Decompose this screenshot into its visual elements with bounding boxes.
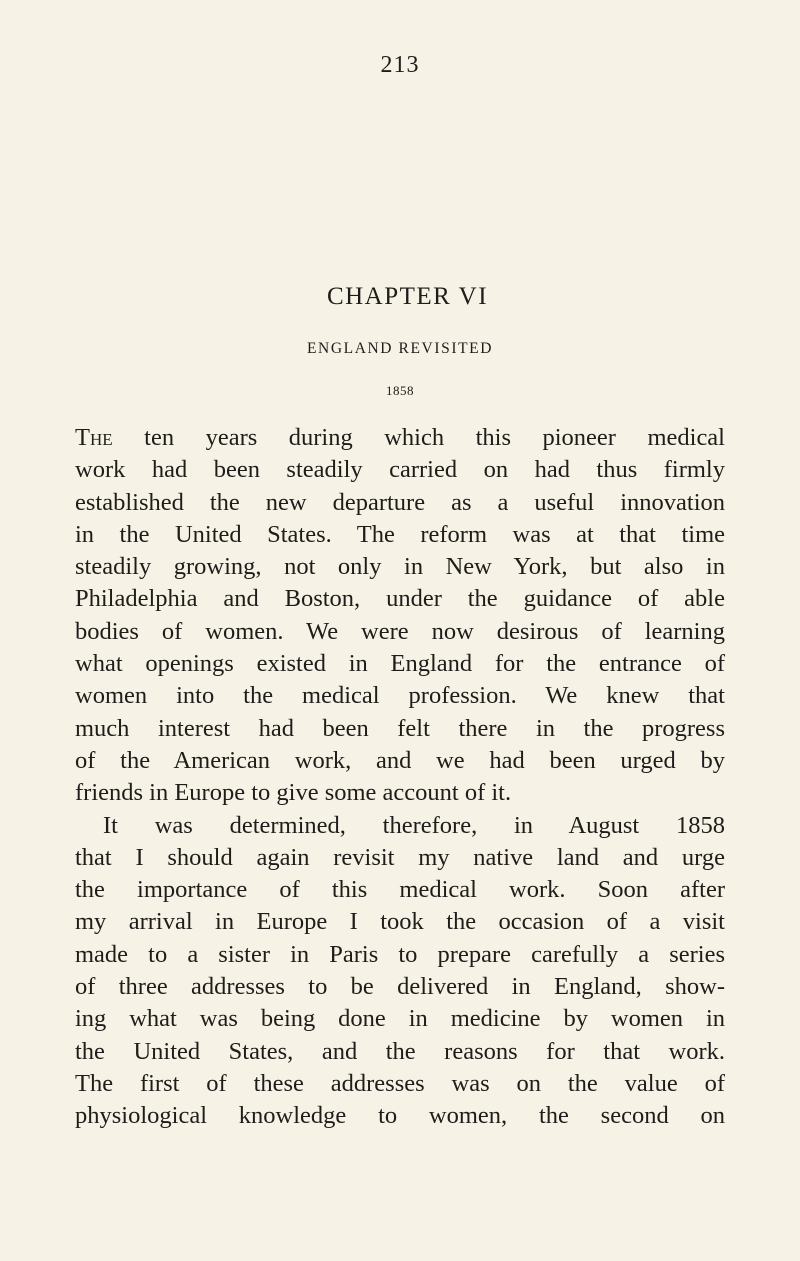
text-line: Philadelphia and Boston, under the guidance of able — [75, 585, 725, 613]
text-line-content: ten years during which this pioneer medical — [112, 424, 725, 451]
body-text — [75, 422, 725, 1133]
text-line: my arrival in Europe I took the occasion of a visit — [75, 908, 725, 936]
text-line: steadily growing, not only in New York, but also in — [75, 553, 725, 581]
text-line: the importance of this medical work. Soon after — [75, 876, 725, 904]
text-line: of three addresses to be delivered in England, show- — [75, 973, 725, 1001]
text-line: made to a sister in Paris to prepare carefully a series — [75, 940, 725, 968]
chapter-year: 1858 — [386, 383, 414, 398]
text-line: friends in Europe to give some account of it. — [75, 779, 512, 807]
chapter-title: CHAPTER VI — [326, 283, 489, 310]
chapter-subtitle: ENGLAND REVISITED — [306, 340, 494, 357]
text-line: established the new departure as a useful innovation — [75, 488, 725, 516]
text-line: It was determined, therefore, in August 1858 — [103, 811, 725, 839]
text-line: much interest had been felt there in the progress — [75, 714, 725, 742]
text-line: physiological knowledge to women, the second on — [75, 1102, 725, 1130]
text-line: in the United States. The reform was at that time — [75, 520, 725, 548]
text-line: the United States, and the reasons for that work. — [75, 1037, 725, 1065]
text-line: what openings existed in England for the entrance of — [75, 650, 725, 678]
text-line: work had been steadily carried on had thus firmly — [75, 456, 725, 484]
text-line: women into the medical profession. We knew that — [75, 682, 725, 710]
page-number: 213 — [380, 52, 420, 78]
text-line — [75, 422, 725, 454]
opening-word: The — [75, 424, 113, 451]
text-line: of the American work, and we had been urged by — [75, 746, 725, 774]
text-line: bodies of women. We were now desirous of learning — [75, 617, 725, 645]
text-line: The first of these addresses was on the value of — [75, 1069, 725, 1097]
text-line: that I should again revisit my native land and urge — [75, 843, 725, 871]
text-line: ing what was being done in medicine by women in — [75, 1005, 725, 1033]
